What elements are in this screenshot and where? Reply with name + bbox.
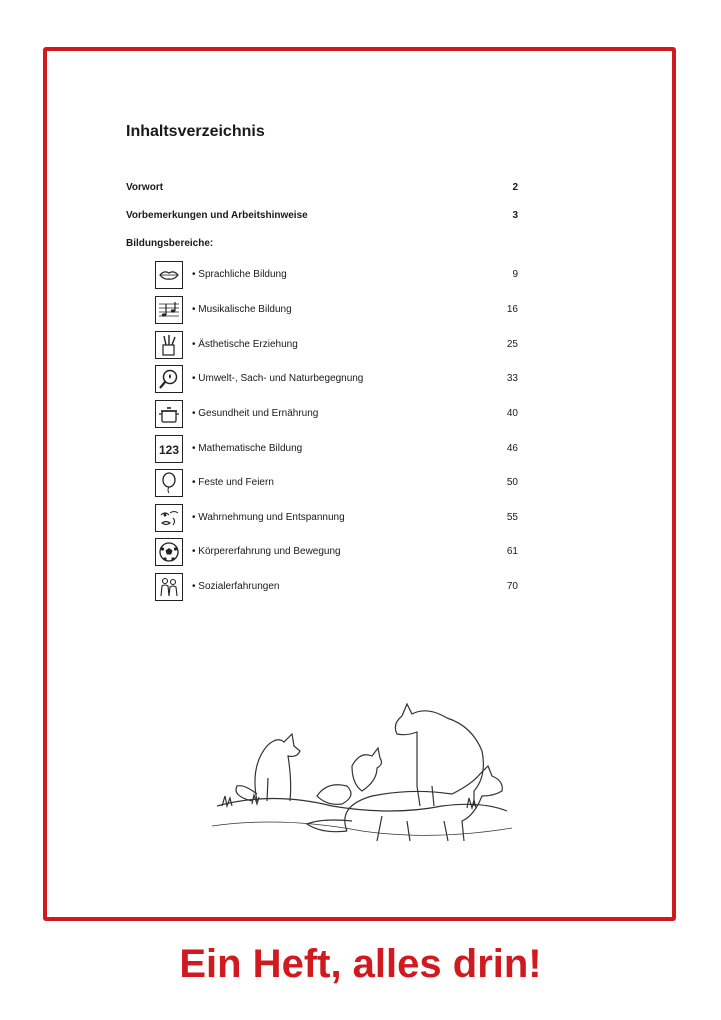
toc-entry-label: Vorbemerkungen und Arbeitshinweise xyxy=(126,210,308,221)
toc-entry-label: • Sozialerfahrungen xyxy=(192,581,280,592)
toc-entry-label: • Umwelt-, Sach- und Naturbegegnung xyxy=(192,373,364,384)
football-icon xyxy=(155,538,183,566)
page-frame xyxy=(43,47,676,921)
toc-entry-mathematische-bildung[interactable] xyxy=(155,435,518,463)
toc-entry-vorbemerkungen[interactable] xyxy=(126,210,518,221)
toc-entry-feste-und-feiern[interactable] xyxy=(155,469,518,497)
numbers-icon xyxy=(155,435,183,463)
toc-entry-label: • Ästhetische Erziehung xyxy=(192,339,298,350)
toc-entry-page: 3 xyxy=(512,210,518,221)
svg-text:123: 123 xyxy=(158,443,180,457)
wolves-illustration xyxy=(212,656,512,851)
toc-entry-page: 46 xyxy=(506,443,518,454)
toc-title: Inhaltsverzeichnis xyxy=(126,123,265,140)
music-notes-icon xyxy=(155,296,183,324)
section-heading xyxy=(126,238,518,249)
toc-entry-gesundheit[interactable] xyxy=(155,400,518,428)
toc-entry-label: • Mathematische Bildung xyxy=(192,443,303,454)
magnifier-icon xyxy=(155,365,183,393)
toc-entry-label: • Feste und Feiern xyxy=(192,477,274,488)
toc-entry-page: 25 xyxy=(506,339,518,350)
toc-entry-aesthetische-erziehung[interactable] xyxy=(155,331,518,359)
toc-entry-sozialerfahrungen[interactable] xyxy=(155,573,518,601)
lips-icon xyxy=(155,261,183,289)
senses-face-icon xyxy=(155,504,183,532)
toc-entry-page: 9 xyxy=(512,269,518,280)
toc-entry-musikalische-bildung[interactable] xyxy=(155,296,518,324)
toc-entry-page: 2 xyxy=(512,182,518,193)
toc-entry-label: • Musikalische Bildung xyxy=(192,304,292,315)
toc-entry-page: 55 xyxy=(506,512,518,523)
toc-entry-sprachliche-bildung[interactable] xyxy=(155,261,518,289)
toc-entry-label: • Sprachliche Bildung xyxy=(192,269,287,280)
toc-entry-label: • Körpererfahrung und Bewegung xyxy=(192,546,341,557)
brushes-icon xyxy=(155,331,183,359)
toc-entry-page: 40 xyxy=(506,408,518,419)
toc-entry-umwelt[interactable] xyxy=(155,365,518,393)
toc-entry-label: • Gesundheit und Ernährung xyxy=(192,408,319,419)
toc-entry-page: 50 xyxy=(506,477,518,488)
toc-entry-page: 61 xyxy=(506,546,518,557)
toc-entry-page: 70 xyxy=(506,581,518,592)
toc-entry-wahrnehmung[interactable] xyxy=(155,504,518,532)
toc-entry-label: Vorwort xyxy=(126,182,164,193)
toc-entry-label: • Wahrnehmung und Entspannung xyxy=(192,512,345,523)
toc-entry-page: 33 xyxy=(506,373,518,384)
slogan: Ein Heft, alles drin! xyxy=(179,942,542,986)
section-heading-label: Bildungsbereiche: xyxy=(126,238,214,249)
balloon-icon xyxy=(155,469,183,497)
children-icon xyxy=(155,573,183,601)
toc-entry-koerpererfahrung[interactable] xyxy=(155,538,518,566)
cooking-pot-icon xyxy=(155,400,183,428)
toc-entry-vorwort[interactable] xyxy=(126,182,518,193)
toc-entry-page: 16 xyxy=(506,304,518,315)
